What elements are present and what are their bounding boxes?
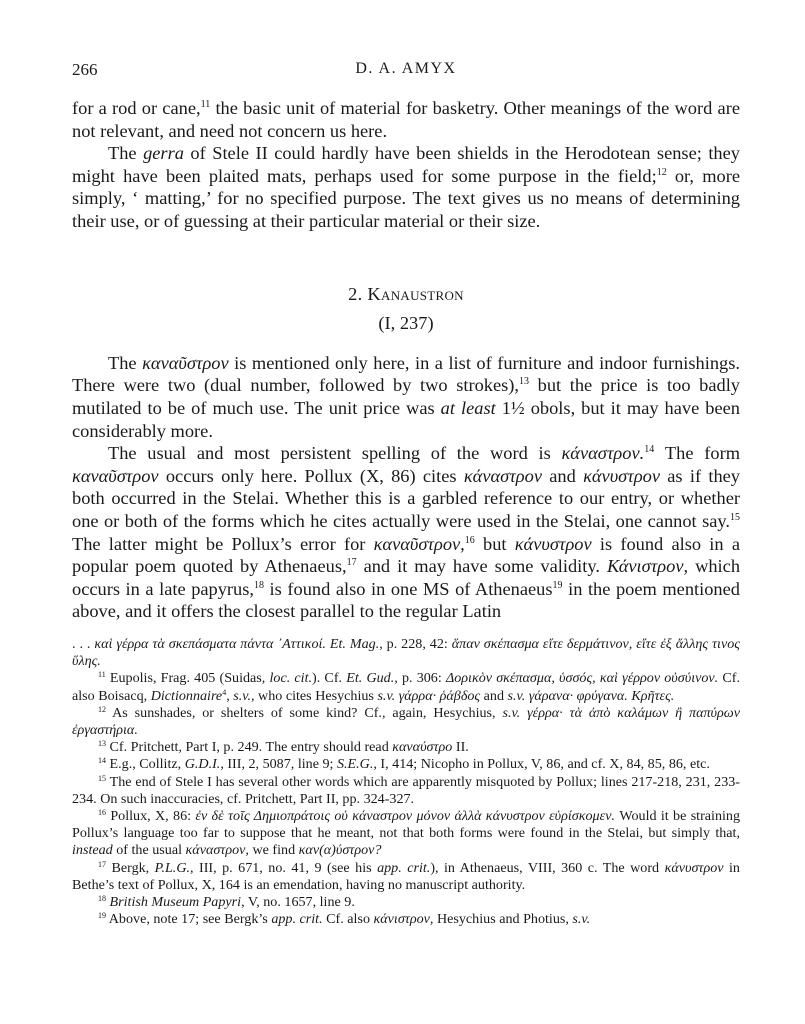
greek-word: Κάνιστρον, [606,556,689,577]
greek-word: κάναστρον. [561,443,645,464]
footnote-ref[interactable]: 15 [730,511,740,523]
paragraph: The gerra of Stele II could hardly have been shields in the Herodotean sense; they might have been plaited mats, perhaps used for some purpose in the field;$^{12}$ or, more simply, ‘ matting,’ for no specified purpose. The text gives us no means of determining their use, or of guessing at their particular material or their size. [72,143,740,231]
footnote-number: 19 [98,911,106,921]
footnote-number: 18 [98,894,106,904]
footnote: $^{11}$ Eupolis, Frag. 405 (Suidas, loc. cit.). Cf. Et. Gud., p. 306: Δορικὸν σκέπασμα, ὑσσός, καὶ γέρρον οὐσύινον. Cf. also Boisacq, Dictionnaire$^4$, s.v., who cites Hesychius s.v. γάρρα· ῥάβδος and s.v. γάρανα· φρύγανα. Κρῆτες. [72,670,740,704]
footnote-number: 15 [98,773,106,783]
running-head: D. A. AMYX [355,60,457,77]
footnotes [72,636,740,928]
footnote: $^{15}$ The end of Stele I has several other words which are apparently misquoted by Pollux; lines 217-218, 231, 233-234. On such inaccuracies, cf. Pritchett, Part II, pp. 324-327. [72,773,740,807]
greek-word: κάναστρον [463,465,542,486]
footnote-number: 14 [98,756,106,766]
footnote: $^{13}$ Cf. Pritchett, Part I, p. 249. The entry should read καναύστρο II. [98,739,469,756]
paragraph: The usual and most persistent spelling of the word is κάναστρον.$^{14}$ The form καναῦστρον occurs only here. Pollux (X, 86) cites κάναστρον and κάνυστρον as if they both occurred in the Stelai. Whether this is a garbled reference to our entry, or whether one or both of the forms which he cites actually were used in the Stelai, one cannot say.$^{15}$ The latter might be Pollux’s error for καναῦστρον,$^{16}$ but κάνυστρον is found also in a popular poem quoted by Athenaeus,$^{17}$ and it may have some validity. Κάνιστρον, which occurs in a late papyrus,$^{18}$ is found also in one MS of Athenaeus$^{19}$ in the poem mentioned above, and it offers the closest parallel to the regular Latin [72,443,741,622]
footnote-continuation: . . . καὶ γέρρα τὰ σκεπάσματα πάντα ᾿Αττικοί. Et. Mag., p. 228, 42: ἅπαν σκέπασμα εἴτε δερμάτινον, εἴτε ἐξ ἄλλης τινος ὕλης. [72,636,740,670]
footnote-ref[interactable]: 19 [552,579,563,591]
footnote: $^{16}$ Pollux, X, 86: ἐν δὲ τοῖς Δημιοπράτοις οὐ κάναστρον μόνον ἀλλὰ κάνυστρον εὑρίσκομεν. Would it be straining Pollux’s language too far to suppose that he meant, not that both forms were found in the Stelai, but simply that, instead of the usual κάναστρον, we find καν(α)ύστρον? [72,808,741,859]
footnote-ref[interactable]: 16 [464,534,475,546]
section-reference: (I, 237) [378,313,434,334]
page-number: 266 [72,60,98,79]
paragraph: The καναῦστρον is mentioned only here, in a list of furniture and indoor furnishings. There were two (dual number, followed by two strokes),$^{13}$ but the price is too badly mutilated to be of much use. The unit price was at least 1½ obols, but it may have been considerably more. [72,352,740,441]
footnote-ref[interactable]: 13 [519,376,530,388]
greek-word: καναῦστρον [142,352,229,373]
footnote: $^{17}$ Bergk, P.L.G., III, p. 671, no. 41, 9 (see his app. crit.), in Athenaeus, VIII, 360 c. The word κάνυστρον in Bethe’s text of Pollux, X, 164 is an emendation, having no manuscript authority. [72,859,740,893]
section-heading: 2. Kanaustron [348,283,464,304]
greek-word: καναῦστρον [72,465,159,486]
greek-word: κάνυστρον [583,465,660,486]
footnote-number: 11 [98,670,106,680]
footnote-number: 13 [98,739,106,749]
footnote: $^{14}$ E.g., Collitz, G.D.I., III, 2, 5087, line 9; S.E.G., I, 414; Nicopho in Pollux, V, 86, and cf. X, 84, 85, 86, etc. [98,756,710,773]
greek-word: καναῦστρον, [373,533,465,554]
footnote-ref[interactable]: 18 [254,579,265,591]
footnote-number: 17 [98,859,106,869]
footnote: $^{12}$ As sunshades, or shelters of some kind? Cf., again, Hesychius, s.v. γέρρα· τὰ ἀπὸ καλάμων ἢ παπύρων ἐργαστήρια. [72,704,740,739]
footnote-number: 16 [98,808,106,818]
paragraph: for a rod or cane,$^{11}$ the basic unit of material for basketry. Other meanings of the word are not relevant, and need not concern us here. [72,98,740,141]
footnote-number: 12 [98,704,106,714]
page-header [72,60,740,84]
footnote-ref[interactable]: 14 [644,444,655,456]
main-text [72,97,740,623]
footnote-ref[interactable]: 11 [200,99,211,110]
greek-word: κάνυστρον [514,533,592,554]
footnote: $^{19}$ Above, note 17; see Bergk’s app. crit. Cf. also κάνιστρον, Hesychius and Photius, s.v. [98,911,591,928]
footnote: $^{18}$ British Museum Papyri, V, no. 1657, line 9. [98,894,355,911]
footnote-ref[interactable]: 17 [346,557,357,569]
footnote-ref[interactable]: 12 [656,166,667,178]
